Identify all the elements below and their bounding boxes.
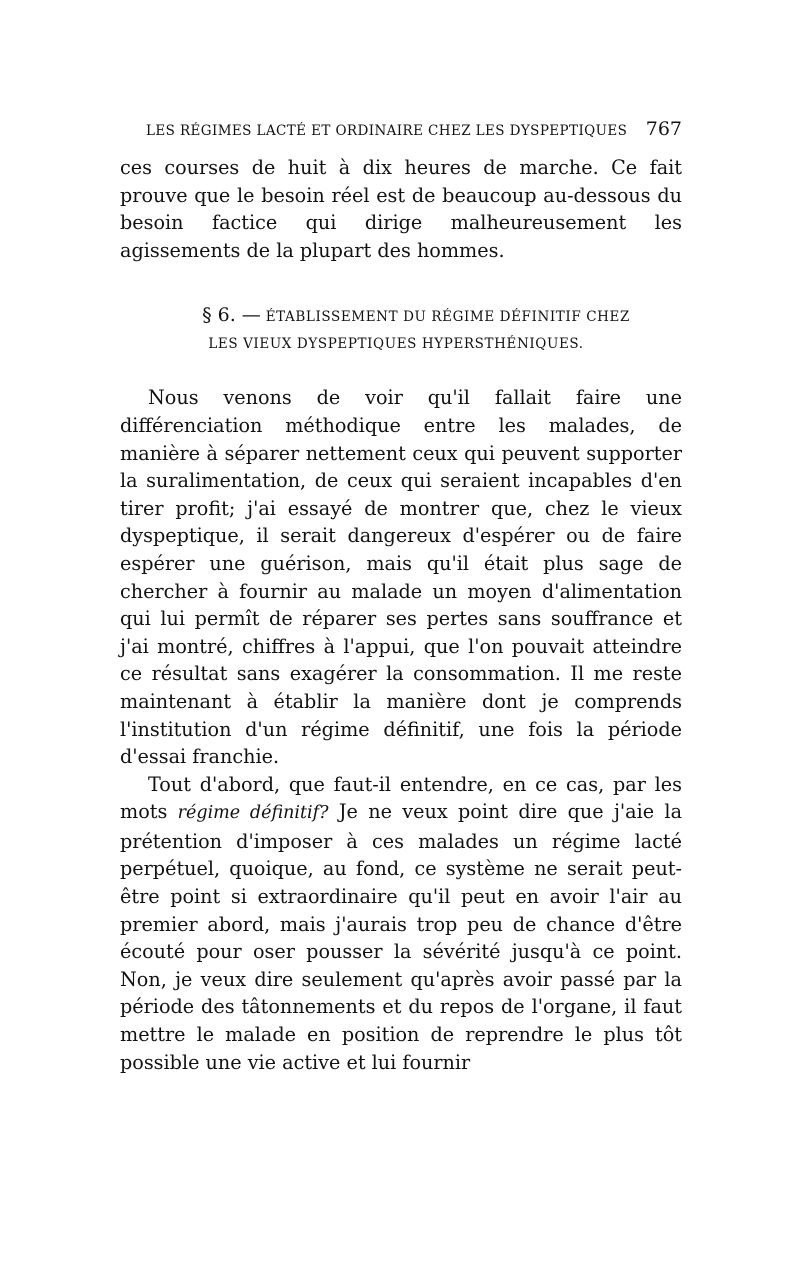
paragraph-2 [120,771,682,1077]
continuation-paragraph: ces courses de huit à dix heures de marche. Ce fait prouve que le besoin réel est de beaucoup au-dessous du besoin factice qui dirige malheureusement les agissements de la plupart des hommes. [120,156,682,262]
section-title-line1: ÉTABLISSEMENT DU RÉGIME DÉFINITIF CHEZ [265,309,630,326]
section-title-line2: LES VIEUX DYSPEPTIQUES HYPERSTHÉNIQUES. [208,336,584,353]
paragraph-1: Nous venons de voir qu'il fallait faire une différenciation méthodique entre les malades, de manière à séparer nettement ceux qui peuvent supporter la suralimentation, de ceux qui seraient incapables d'en tirer profit; j'ai essayé de montrer que, chez le vieux dyspeptique, il serait dangereux d'espérer ou de faire espérer une guérison, mais qu'il était plus sage de chercher à fournir au malade un moyen d'alimentation qui lui permît de réparer ses pertes sans souffrance et j'ai montré, chiffres à l'appui, que l'on pouvait atteindre ce résultat sans exagérer la consommation. Il me reste maintenant à établir la manière dont je comprends l'institution d'un régime définitif, une fois la période d'essai franchie. [120,386,682,769]
book-page [120,118,682,1076]
section-heading-line1 [120,302,682,331]
running-head [146,118,682,140]
section-number: § 6. — [202,304,261,327]
running-head-title: LES RÉGIMES LACTÉ ET ORDINAIRE CHEZ LES DYSPEPTIQUES [146,123,628,139]
section-heading [120,302,682,358]
paragraph-2-start: Tout d'abord, que faut-il entendre, en ce cas, par les mots [120,772,682,824]
page-number: 767 [645,118,682,140]
paragraph-2-rest: Je ne veux point dire que j'aie la prétention d'imposer à ces malades un régime lacté perpétuel, quoique, au fond, ce système ne serait peut-être point si extraordinaire qu'il peut en avoir l'air au premier abord, mais j'aurais trop peu de chance d'être écouté pour oser pousser la sévérité jusqu'à ce point. Non, je veux dire seulement qu'après avoir passé par la période des tâtonnements et du repos de l'organe, il faut mettre le malade en position de reprendre le plus tôt possible une vie active et lui fournir [120,800,683,1074]
paragraph-2-italic: régime définitif? [177,803,329,824]
